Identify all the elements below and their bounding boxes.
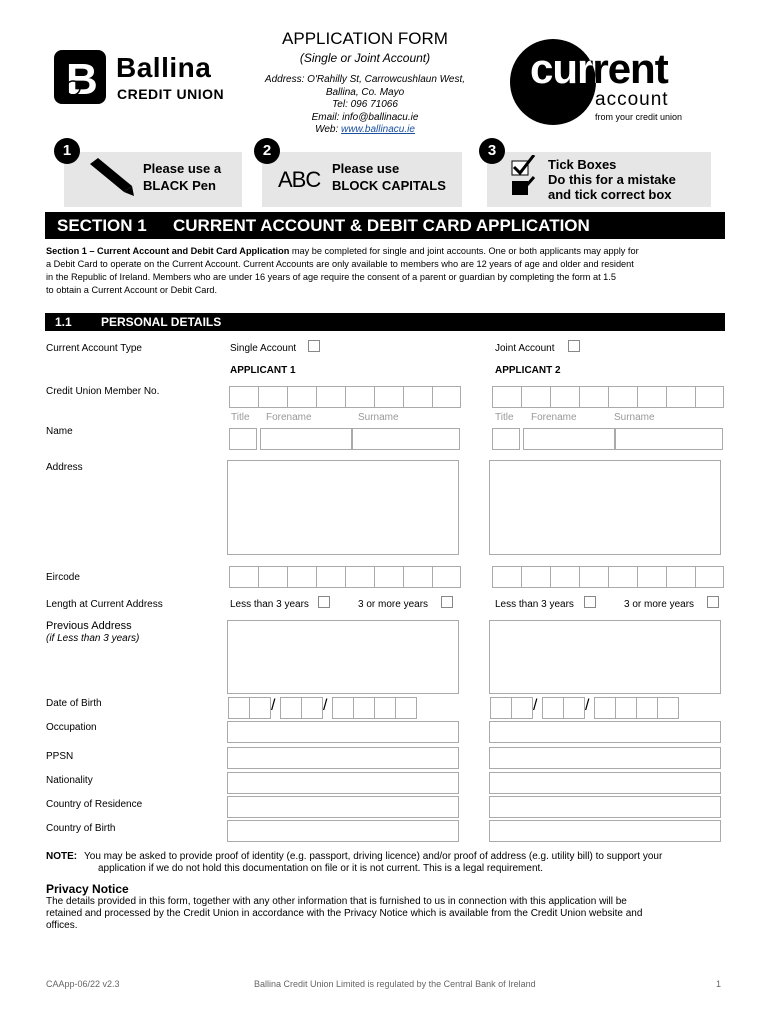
three-or-more-checkbox-2[interactable] [707, 596, 719, 608]
cell[interactable] [316, 566, 346, 588]
cell[interactable] [666, 566, 696, 588]
form-subtitle: (Single or Joint Account) [299, 51, 431, 65]
address-field-1[interactable] [227, 460, 459, 555]
eircode-label: Eircode [46, 572, 80, 583]
single-account-checkbox[interactable] [308, 340, 320, 352]
intro-line-1 [46, 245, 726, 258]
b-logo-icon [54, 50, 106, 104]
dob-label: Date of Birth [46, 698, 102, 709]
surname-hint-2: Surname [614, 412, 655, 423]
cell[interactable] [249, 697, 271, 719]
cell[interactable] [636, 697, 658, 719]
less-than-3-checkbox-2[interactable] [584, 596, 596, 608]
note-line-1: You may be asked to provide proof of identity (e.g. passport, driving licence) and/or proof of address (e.g. utility bill) to support your [84, 851, 663, 862]
previous-address-label: Previous Address [46, 620, 132, 632]
instruction-3-text [548, 157, 676, 202]
cell[interactable] [395, 697, 417, 719]
form-title: APPLICATION FORM [282, 29, 448, 48]
dob-fields-1[interactable] [228, 697, 458, 719]
address-label: Address [46, 462, 83, 473]
country-birth-field-2[interactable] [489, 820, 721, 842]
tick-box-icon [510, 155, 538, 206]
instruction-1-line2: BLACK Pen [143, 178, 216, 193]
forename-field-1[interactable] [260, 428, 352, 450]
cell[interactable] [608, 386, 638, 408]
privacy-line-1: The details provided in this form, together with any other information that is furnished to us in connection with this application will be [46, 896, 627, 907]
cell[interactable] [594, 697, 616, 719]
three-or-more-label-1: 3 or more years [358, 599, 429, 610]
pen-icon [86, 158, 138, 203]
intro-line-3: in the Republic of Ireland. Members who are under 16 years of age require the consent of a parent or guardian by completing the form at 1.5 [46, 272, 616, 282]
cell[interactable] [316, 386, 346, 408]
section-title: CURRENT ACCOUNT & DEBIT CARD APPLICATION [173, 213, 725, 238]
cell[interactable] [615, 697, 637, 719]
forename-field-2[interactable] [523, 428, 615, 450]
intro-bold: Section 1 – Current Account and Debit Card Application [46, 246, 290, 256]
surname-hint-1: Surname [358, 412, 399, 423]
forename-hint-2: Forename [531, 412, 577, 423]
web-link[interactable]: www.ballinacu.ie [341, 124, 415, 135]
cell[interactable] [521, 566, 551, 588]
cell[interactable] [345, 566, 375, 588]
address-block [215, 74, 515, 137]
account-type-label: Current Account Type [46, 343, 142, 354]
cell[interactable] [228, 697, 250, 719]
cell[interactable] [563, 697, 585, 719]
cell[interactable] [637, 566, 667, 588]
cell[interactable] [492, 566, 522, 588]
privacy-line-2: retained and processed by the Credit Union in accordance with the Privacy Notice which is available from the Credit Union website and [46, 908, 643, 919]
cell[interactable] [403, 566, 433, 588]
svg-text:B: B [66, 55, 98, 104]
cell[interactable] [374, 697, 396, 719]
less-than-3-checkbox-1[interactable] [318, 596, 330, 608]
abc-icon: ABC [278, 167, 321, 192]
nationality-label: Nationality [46, 775, 93, 786]
intro-line-4: to obtain a Current Account or Debit Card. [46, 285, 218, 295]
instruction-2-line2: BLOCK CAPITALS [332, 178, 446, 193]
applicant-2-heading: APPLICANT 2 [495, 365, 561, 376]
cell[interactable] [492, 386, 522, 408]
note-text [84, 851, 724, 875]
cell[interactable] [657, 697, 679, 719]
cell[interactable] [229, 566, 259, 588]
applicant-1-heading: APPLICANT 1 [230, 365, 296, 376]
cell[interactable] [301, 697, 323, 719]
dob-slash: / [271, 697, 276, 714]
three-or-more-label-2: 3 or more years [624, 599, 695, 610]
instruction-3-line1: Tick Boxes [548, 157, 617, 172]
cell[interactable] [432, 566, 461, 588]
cell[interactable] [332, 697, 354, 719]
instruction-1-number: 1 [54, 138, 80, 164]
cell[interactable] [258, 566, 288, 588]
note-line-2: application if we do not hold this documentation on file or it is not current. This is a legal requirement. [98, 863, 544, 874]
cell[interactable] [695, 566, 724, 588]
cell[interactable] [550, 386, 580, 408]
privacy-heading: Privacy Notice [46, 882, 129, 896]
ppsn-field-1[interactable] [227, 747, 459, 769]
three-or-more-checkbox-1[interactable] [441, 596, 453, 608]
intro-line-1-rest: may be completed for single and joint accounts. One or both applicants may apply for [289, 246, 639, 256]
subsection-bar [45, 313, 725, 331]
privacy-text [46, 896, 726, 932]
footer-page-number: 1 [716, 979, 722, 989]
single-account-label: Single Account [230, 343, 297, 354]
subsection-title: PERSONAL DETAILS [101, 315, 222, 329]
country-residence-field-2[interactable] [489, 796, 721, 818]
eircode-cells-2[interactable] [492, 566, 722, 588]
cell[interactable] [637, 386, 667, 408]
dob-slash: / [585, 697, 590, 714]
cell[interactable] [550, 566, 580, 588]
privacy-line-3: offices. [46, 920, 78, 931]
cell[interactable] [608, 566, 638, 588]
section-number: SECTION 1 [45, 213, 173, 238]
title-hint-1: Title [231, 412, 250, 423]
nationality-field-1[interactable] [227, 772, 459, 794]
instruction-3-number: 3 [479, 138, 505, 164]
country-birth-field-1[interactable] [227, 820, 459, 842]
logo-word-current: current [530, 45, 668, 92]
cell[interactable] [490, 697, 512, 719]
joint-account-label: Joint Account [495, 343, 555, 354]
cell[interactable] [666, 386, 696, 408]
name-label: Name [46, 426, 73, 437]
less-than-3-label-2: Less than 3 years [495, 599, 574, 610]
title-field-1[interactable] [229, 428, 257, 450]
instruction-2-line1: Please use [332, 161, 400, 176]
logo-word-account: account [595, 89, 669, 110]
footer-code: CAApp-06/22 v2.3 [46, 979, 120, 989]
instruction-1-line1: Please use a [143, 161, 222, 176]
dob-slash: / [323, 697, 328, 714]
subsection-number: 1.1 [55, 315, 72, 329]
cell[interactable] [258, 386, 288, 408]
member-no-cells-2[interactable] [492, 386, 722, 408]
country-residence-label: Country of Residence [46, 799, 143, 810]
dob-fields-2[interactable] [490, 697, 720, 719]
cell[interactable] [432, 386, 461, 408]
cell[interactable] [287, 566, 317, 588]
cell[interactable] [511, 697, 533, 719]
nationality-field-2[interactable] [489, 772, 721, 794]
title-hint-2: Title [495, 412, 514, 423]
email-line: Email: info@ballinacu.ie [311, 111, 419, 123]
cell[interactable] [403, 386, 433, 408]
cell[interactable] [521, 386, 551, 408]
section-header-bar [45, 212, 725, 239]
note-label: NOTE: [46, 851, 78, 862]
logo-tagline: from your credit union [595, 112, 683, 122]
cell[interactable] [229, 386, 259, 408]
surname-field-2[interactable] [615, 428, 723, 450]
address-field-2[interactable] [489, 460, 721, 555]
ppsn-label: PPSN [46, 751, 74, 762]
instruction-3-line3: and tick correct box [548, 187, 672, 202]
cell[interactable] [374, 566, 404, 588]
previous-address-field-2[interactable] [489, 620, 721, 694]
address-line-2: Ballina, Co. Mayo [325, 86, 405, 98]
ballina-b-mark [54, 50, 106, 104]
instruction-2-number: 2 [254, 138, 280, 164]
less-than-3-label-1: Less than 3 years [230, 599, 309, 610]
phone-line: Tel: 096 71066 [332, 99, 398, 110]
forename-hint-1: Forename [266, 412, 312, 423]
cell[interactable] [579, 566, 609, 588]
web-prefix: Web: [315, 124, 341, 135]
instruction-2-text [332, 160, 446, 194]
ballina-name: Ballina [116, 52, 212, 83]
cell[interactable] [345, 386, 375, 408]
dob-slash: / [533, 697, 538, 714]
length-address-label: Length at Current Address [46, 599, 163, 610]
cell[interactable] [579, 386, 609, 408]
cell[interactable] [353, 697, 375, 719]
member-no-label: Credit Union Member No. [46, 386, 160, 397]
previous-address-field-1[interactable] [227, 620, 459, 694]
instruction-3-line2: Do this for a mistake [548, 172, 676, 187]
instruction-1-text [143, 160, 221, 194]
surname-field-1[interactable] [352, 428, 460, 450]
footer-regulated: Ballina Credit Union Limited is regulated by the Central Bank of Ireland [254, 979, 536, 989]
occupation-field-1[interactable] [227, 721, 459, 743]
country-birth-label: Country of Birth [46, 823, 116, 834]
cell[interactable] [280, 697, 302, 719]
title-field-2[interactable] [492, 428, 520, 450]
member-no-cells-1[interactable] [229, 386, 459, 408]
current-account-logo [508, 37, 708, 127]
cell[interactable] [542, 697, 564, 719]
web-line [215, 124, 515, 137]
cell[interactable] [374, 386, 404, 408]
occupation-label: Occupation [46, 722, 97, 733]
occupation-field-2[interactable] [489, 721, 721, 743]
eircode-cells-1[interactable] [229, 566, 459, 588]
previous-address-note: (if Less than 3 years) [46, 633, 140, 644]
section-intro [46, 245, 726, 297]
ballina-sub: CREDIT UNION [117, 86, 225, 102]
cell[interactable] [287, 386, 317, 408]
joint-account-checkbox[interactable] [568, 340, 580, 352]
intro-line-2: a Debit Card to operate on the Current Account. Current Accounts are only available to members who are 12 years of age and older and resident [46, 259, 634, 269]
cell[interactable] [695, 386, 724, 408]
address-line-1: Address: O'Rahilly St, Carrowcushlaun West, [264, 74, 466, 85]
ppsn-field-2[interactable] [489, 747, 721, 769]
country-residence-field-1[interactable] [227, 796, 459, 818]
